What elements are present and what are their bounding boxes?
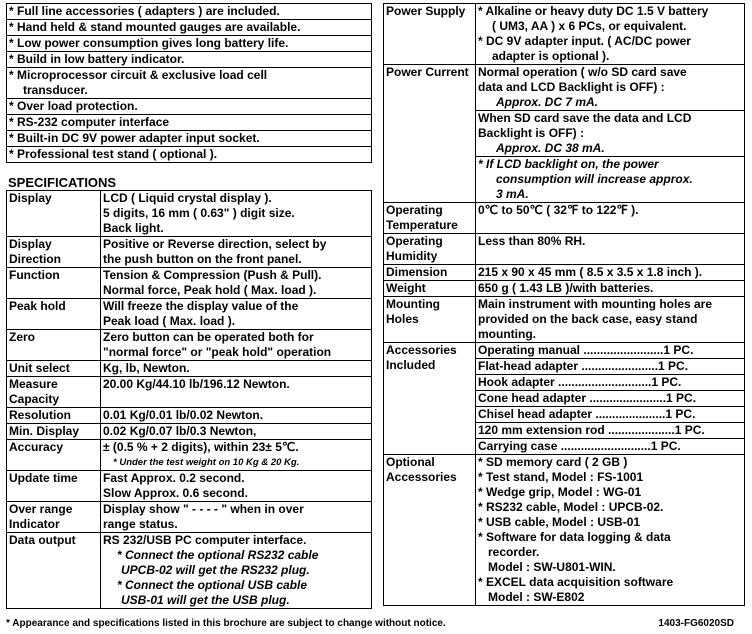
spec-line: * RS232 cable, Model : UPCB-02. bbox=[478, 500, 664, 514]
spec-line: Normal force, Peak hold ( Max. load ). bbox=[103, 283, 317, 297]
spec-line: consumption will increase approx. bbox=[496, 172, 693, 186]
feature-row bbox=[7, 4, 372, 20]
specifications-title: SPECIFICATIONS bbox=[8, 175, 117, 190]
feature-text: * Microprocessor circuit & exclusive load cell bbox=[9, 68, 268, 82]
spec-line: Kg, lb, Newton. bbox=[103, 361, 190, 375]
spec-row bbox=[7, 237, 372, 268]
spec-row-dimension bbox=[384, 265, 745, 281]
accessory-item bbox=[476, 423, 745, 439]
spec-value bbox=[476, 297, 745, 343]
feature-row bbox=[7, 131, 372, 147]
spec-label bbox=[384, 234, 476, 265]
spec-line: Display show " - - - - " when in over bbox=[103, 502, 304, 516]
spec-label-line: Accuracy bbox=[9, 440, 64, 454]
spec-line: Zero button can be operated both for bbox=[103, 330, 314, 344]
spec-label-line: Data output bbox=[9, 533, 76, 547]
spec-line: 0.01 Kg/0.01 lb/0.02 Newton. bbox=[103, 408, 264, 422]
spec-value bbox=[101, 408, 372, 424]
spec-line: * DC 9V adapter input. ( AC/DC power bbox=[478, 34, 691, 48]
accessory-qty: 1 PC. bbox=[666, 391, 697, 405]
accessory-dots: ....................... bbox=[586, 391, 667, 405]
feature-row bbox=[7, 115, 372, 131]
spec-line: Slow Approx. 0.6 second. bbox=[103, 486, 248, 500]
spec-value bbox=[101, 191, 372, 237]
spec-line: data and LCD Backlight is OFF) : bbox=[478, 80, 665, 94]
spec-line: Backlight is OFF) : bbox=[478, 126, 585, 140]
feature-item: * Full line accessories ( adapters ) are included. bbox=[7, 4, 372, 20]
spec-label-line: Accessories bbox=[386, 343, 457, 357]
spec-label bbox=[7, 471, 101, 502]
spec-line: * If LCD backlight on, the power bbox=[478, 157, 659, 171]
spec-label-line: Temperature bbox=[386, 218, 458, 232]
feature-text: transducer. bbox=[23, 83, 88, 97]
spec-row bbox=[7, 424, 372, 440]
spec-value bbox=[101, 268, 372, 299]
spec-line: Approx. DC 38 mA. bbox=[496, 141, 605, 155]
spec-row bbox=[7, 533, 372, 609]
spec-label-line: Optional bbox=[386, 455, 435, 469]
spec-value bbox=[101, 361, 372, 377]
spec-label: Power Supply bbox=[384, 4, 476, 65]
accessory-dots: ..................... bbox=[592, 407, 666, 421]
spec-label bbox=[384, 203, 476, 234]
spec-label bbox=[7, 361, 101, 377]
spec-line: Approx. DC 7 mA. bbox=[496, 95, 599, 109]
spec-line: 3 mA. bbox=[496, 187, 529, 201]
spec-value bbox=[476, 111, 745, 157]
left-specs-table bbox=[6, 190, 372, 609]
spec-label-line: Included bbox=[386, 358, 436, 372]
spec-value bbox=[101, 502, 372, 533]
footer bbox=[6, 616, 746, 631]
spec-row bbox=[7, 330, 372, 361]
spec-label-line: Peak hold bbox=[9, 299, 66, 313]
feature-row bbox=[7, 20, 372, 36]
spec-note: * Under the test weight on 10 Kg & 20 Kg. bbox=[113, 457, 300, 468]
accessory-dots: ............................ bbox=[554, 375, 652, 389]
feature-item: * Over load protection. bbox=[7, 99, 372, 115]
spec-label bbox=[7, 424, 101, 440]
spec-label-line: Display bbox=[9, 191, 52, 205]
accessory-name: 120 mm extension rod bbox=[478, 423, 605, 437]
accessory-qty: 1 PC. bbox=[651, 375, 682, 389]
spec-value: 0℃ to 50℃ ( 32℉ to 122℉ ). bbox=[476, 203, 745, 234]
accessory-dots: ........................ bbox=[580, 343, 664, 357]
spec-line: ± (0.5 % + 2 digits), within 23± 5℃. bbox=[103, 440, 299, 454]
spec-value bbox=[101, 471, 372, 502]
accessory-item bbox=[476, 359, 745, 375]
spec-value: 650 g ( 1.43 LB )/with batteries. bbox=[476, 281, 745, 297]
feature-row bbox=[7, 147, 372, 163]
spec-value bbox=[101, 299, 372, 330]
spec-row bbox=[7, 408, 372, 424]
spec-line: provided on the back case, easy stand bbox=[478, 312, 698, 326]
accessory-name: Operating manual bbox=[478, 343, 581, 357]
spec-line: RS 232/USB PC computer interface. bbox=[103, 533, 307, 547]
spec-line: * Test stand, Model : FS-1001 bbox=[478, 470, 644, 484]
accessory-item bbox=[476, 407, 745, 423]
spec-note: * Connect the optional RS232 cable bbox=[117, 548, 319, 562]
spec-value bbox=[476, 4, 745, 65]
spec-label-line: Resolution bbox=[9, 408, 71, 422]
spec-row bbox=[7, 361, 372, 377]
accessory-name: Carrying case bbox=[478, 439, 558, 453]
accessory-qty: 1 PC. bbox=[658, 359, 689, 373]
accessory-qty: 1 PC. bbox=[674, 423, 705, 437]
feature-item: * RS-232 computer interface bbox=[7, 115, 372, 131]
spec-label bbox=[7, 377, 101, 408]
accessory-name: Hook adapter bbox=[478, 375, 555, 389]
accessory-name: Cone head adapter bbox=[478, 391, 587, 405]
right-column bbox=[383, 3, 745, 606]
spec-row-power-current bbox=[384, 65, 745, 111]
spec-label: Dimension bbox=[384, 265, 476, 281]
spec-label bbox=[7, 299, 101, 330]
spec-value bbox=[101, 237, 372, 268]
spec-line: LCD ( Liquid crystal display ). bbox=[103, 191, 272, 205]
accessory-dots: .................... bbox=[604, 423, 675, 437]
feature-row bbox=[7, 36, 372, 52]
right-specs-table bbox=[383, 3, 745, 606]
spec-row-operating-humidity bbox=[384, 234, 745, 265]
accessory-item bbox=[476, 375, 745, 391]
accessory-item bbox=[476, 439, 745, 455]
spec-row-operating-temperature bbox=[384, 203, 745, 234]
features-table bbox=[6, 3, 372, 163]
spec-line: When SD card save the data and LCD bbox=[478, 111, 692, 125]
accessory-qty: 1 PC. bbox=[650, 439, 681, 453]
feature-item: * Build in low battery indicator. bbox=[7, 52, 372, 68]
spec-line: ( UM3, AA ) x 6 PCs, or equivalent. bbox=[492, 19, 687, 33]
spec-line: 0.02 Kg/0.07 lb/0.3 Newton, bbox=[103, 424, 257, 438]
footer-note: * Appearance and specifications listed in this brochure are subject to change without notice. bbox=[6, 618, 446, 629]
accessory-qty: 1 PC. bbox=[665, 407, 696, 421]
spec-line: Model : SW-U801-WIN. bbox=[478, 560, 616, 574]
spec-line: Main instrument with mounting holes are bbox=[478, 297, 713, 311]
spec-line: Positive or Reverse direction, select by bbox=[103, 237, 327, 251]
feature-row bbox=[7, 52, 372, 68]
accessory-item bbox=[476, 391, 745, 407]
spec-label-line: Operating bbox=[386, 203, 443, 217]
spec-label: Power Current bbox=[384, 65, 476, 203]
spec-label-line: Holes bbox=[386, 312, 419, 326]
spec-label bbox=[384, 297, 476, 343]
spec-label-line: Accessories bbox=[386, 470, 457, 484]
spec-label-line: Update time bbox=[9, 471, 78, 485]
accessory-name: Flat-head adapter bbox=[478, 359, 579, 373]
spec-note: * Connect the optional USB cable bbox=[117, 578, 308, 592]
spec-value: Less than 80% RH. bbox=[476, 234, 745, 265]
spec-row-weight bbox=[384, 281, 745, 297]
spec-line: adapter is optional ). bbox=[492, 49, 610, 63]
spec-line: mounting. bbox=[478, 327, 536, 341]
spec-line: range status. bbox=[103, 517, 178, 531]
left-column bbox=[6, 3, 372, 609]
spec-label-line: Capacity bbox=[9, 392, 60, 406]
spec-label bbox=[7, 191, 101, 237]
spec-row bbox=[7, 377, 372, 408]
spec-line: * SD memory card ( 2 GB ) bbox=[478, 455, 628, 469]
accessory-row bbox=[384, 343, 745, 359]
spec-line: "normal force" or "peak hold" operation bbox=[103, 345, 332, 359]
spec-row-optional-accessories bbox=[384, 455, 745, 606]
spec-label-line: Over range bbox=[9, 502, 73, 516]
spec-label-line: Unit select bbox=[9, 361, 70, 375]
spec-row bbox=[7, 191, 372, 237]
spec-label-line: Display bbox=[9, 237, 52, 251]
spec-value bbox=[476, 455, 745, 606]
spec-label bbox=[7, 408, 101, 424]
spec-line: Tension & Compression (Push & Pull). bbox=[103, 268, 322, 282]
spec-label bbox=[384, 343, 476, 455]
spec-row bbox=[7, 502, 372, 533]
spec-row bbox=[7, 299, 372, 330]
accessory-qty: 1 PC. bbox=[663, 343, 694, 357]
spec-label-line: Min. Display bbox=[9, 424, 80, 438]
spec-line: recorder. bbox=[478, 545, 540, 559]
spec-label-line: Function bbox=[9, 268, 60, 282]
spec-label bbox=[7, 330, 101, 361]
spec-note: USB-01 will get the USB plug. bbox=[121, 593, 290, 607]
spec-row bbox=[7, 440, 372, 471]
spec-line: Back light. bbox=[103, 221, 164, 235]
spec-line: Peak load ( Max. load ). bbox=[103, 314, 236, 328]
spec-label-line: Indicator bbox=[9, 517, 60, 531]
accessory-dots: ....................... bbox=[578, 359, 659, 373]
spec-label bbox=[384, 455, 476, 606]
feature-row bbox=[7, 99, 372, 115]
spec-label bbox=[7, 268, 101, 299]
spec-label-line: Mounting bbox=[386, 297, 440, 311]
spec-label-line: Zero bbox=[9, 330, 36, 344]
spec-value bbox=[101, 440, 372, 471]
spec-line: * Wedge grip, Model : WG-01 bbox=[478, 485, 642, 499]
spec-label bbox=[7, 237, 101, 268]
spec-note: UPCB-02 will get the RS232 plug. bbox=[121, 563, 310, 577]
spec-value bbox=[101, 424, 372, 440]
spec-label bbox=[7, 440, 101, 471]
feature-item: * Low power consumption gives long battery life. bbox=[7, 36, 372, 52]
spec-label: Weight bbox=[384, 281, 476, 297]
spec-value bbox=[101, 533, 372, 609]
spec-line: * USB cable, Model : USB-01 bbox=[478, 515, 641, 529]
spec-value bbox=[101, 377, 372, 408]
spec-value bbox=[476, 157, 745, 203]
spec-line: Will freeze the display value of the bbox=[103, 299, 299, 313]
document-code: 1403-FG6020SD bbox=[658, 618, 734, 629]
spec-value bbox=[476, 65, 745, 111]
spec-label-line: Direction bbox=[9, 252, 62, 266]
spec-label-line: Operating bbox=[386, 234, 443, 248]
spec-line: * EXCEL data acquisition software bbox=[478, 575, 674, 589]
spec-line: 5 digits, 16 mm ( 0.63" ) digit size. bbox=[103, 206, 295, 220]
accessory-item bbox=[476, 343, 745, 359]
feature-item bbox=[7, 68, 372, 99]
spec-label bbox=[7, 502, 101, 533]
spec-line: Model : SW-E802 bbox=[478, 590, 585, 604]
accessory-name: Chisel head adapter bbox=[478, 407, 593, 421]
spec-row-power-supply bbox=[384, 4, 745, 65]
spec-line: the push button on the front panel. bbox=[103, 252, 302, 266]
spec-line: * Alkaline or heavy duty DC 1.5 V battery bbox=[478, 4, 709, 18]
spec-label bbox=[7, 533, 101, 609]
spec-label-line: Humidity bbox=[386, 249, 438, 263]
spec-line: Fast Approx. 0.2 second. bbox=[103, 471, 245, 485]
spec-line: * Software for data logging & data bbox=[478, 530, 671, 544]
feature-item: * Hand held & stand mounted gauges are available. bbox=[7, 20, 372, 36]
spec-row bbox=[7, 471, 372, 502]
feature-row bbox=[7, 68, 372, 99]
spec-value bbox=[101, 330, 372, 361]
feature-item: * Professional test stand ( optional ). bbox=[7, 147, 372, 163]
spec-label-line: Measure bbox=[9, 377, 58, 391]
spec-value: 215 x 90 x 45 mm ( 8.5 x 3.5 x 1.8 inch ). bbox=[476, 265, 745, 281]
spec-line: Normal operation ( w/o SD card save bbox=[478, 65, 687, 79]
spec-row bbox=[7, 268, 372, 299]
spec-line: 20.00 Kg/44.10 lb/196.12 Newton. bbox=[103, 377, 290, 391]
accessory-dots: ........................... bbox=[557, 439, 651, 453]
spec-row-mounting-holes bbox=[384, 297, 745, 343]
feature-item: * Built-in DC 9V power adapter input socket. bbox=[7, 131, 372, 147]
